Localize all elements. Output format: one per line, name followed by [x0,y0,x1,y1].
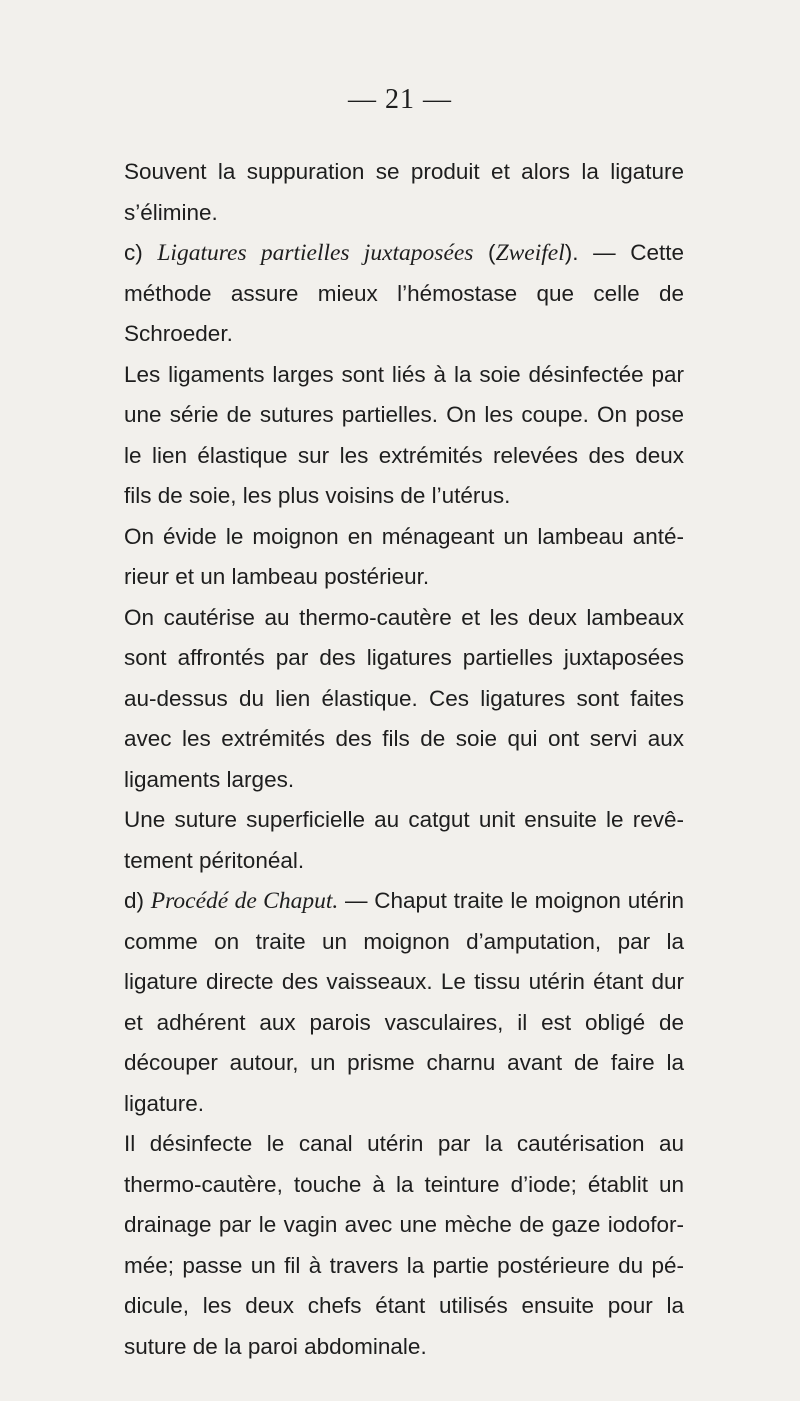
paragraph-8-text: Il désinfecte le canal utérin par la cautérisation au thermo-cautère, touche à la teinture d’iode; établit un drainage par le vagin avec une mèche de gaze iodofor-mée; passe un fil à travers la partie postérieure du pé-dicule, les deux chefs étant utilisés ensuite pour la suture de la paroi abdominale. [124,1131,684,1359]
section-label-c: c) [124,240,158,265]
body-text [124,152,684,1367]
open-parenthesis: ( [473,240,496,265]
section-title-chaput: Procédé de Chaput. [150,888,339,914]
paragraph-6-text: Une suture superficielle au catgut unit ensuite le revê-tement péritonéal. [124,807,684,873]
paragraph-1 [124,152,684,233]
paragraph-6 [124,800,684,881]
paragraph-3-text: Les ligaments larges sont liés à la soie désinfectée par une série de sutures partielles. On les coupe. On pose le lien élastique sur les extrémités relevées des deux fils de soie, les plus voisins de l’utérus. [124,361,684,508]
section-label-d: d) [124,888,151,913]
paragraph-4-text: On évide le moignon en ménageant un lambeau anté-rieur et un lambeau postérieur. [124,523,684,589]
paragraph-4 [124,517,684,598]
paragraph-2-text: Cette méthode assure mieux l’hémostase que celle de Schroeder. [124,240,685,346]
author-zweifel: Zweifel [495,240,565,266]
close-parenthesis: ). — [564,240,631,265]
paragraph-8 [124,1124,684,1367]
paragraph-5-text: On cautérise au thermo-cautère et les deux lambeaux sont affrontés par des ligatures partielles juxtaposées au-dessus du lien élastique. Ces ligatures sont faites avec les extrémités des fils de soie qui ont servi aux ligaments larges. [124,604,684,792]
paragraph-7-text: — Chaput traite le moignon utérin comme on traite un moignon d’amputation, par la ligature directe des vaisseaux. Le tissu utérin étant dur et adhérent aux parois vasculaires, il est obligé de découper autour, un prisme charnu avant de faire la ligature. [124,888,684,1116]
paragraph-1-text: Souvent la suppuration se produit et alors la ligature s’élimine. [124,159,684,225]
paragraph-7 [124,881,684,1124]
paragraph-2 [124,233,684,355]
paragraph-5 [124,598,684,801]
section-title-ligatures: Ligatures partielles juxtaposées [157,240,474,266]
page-number: — 21 — [348,84,452,115]
paragraph-3 [124,355,684,517]
